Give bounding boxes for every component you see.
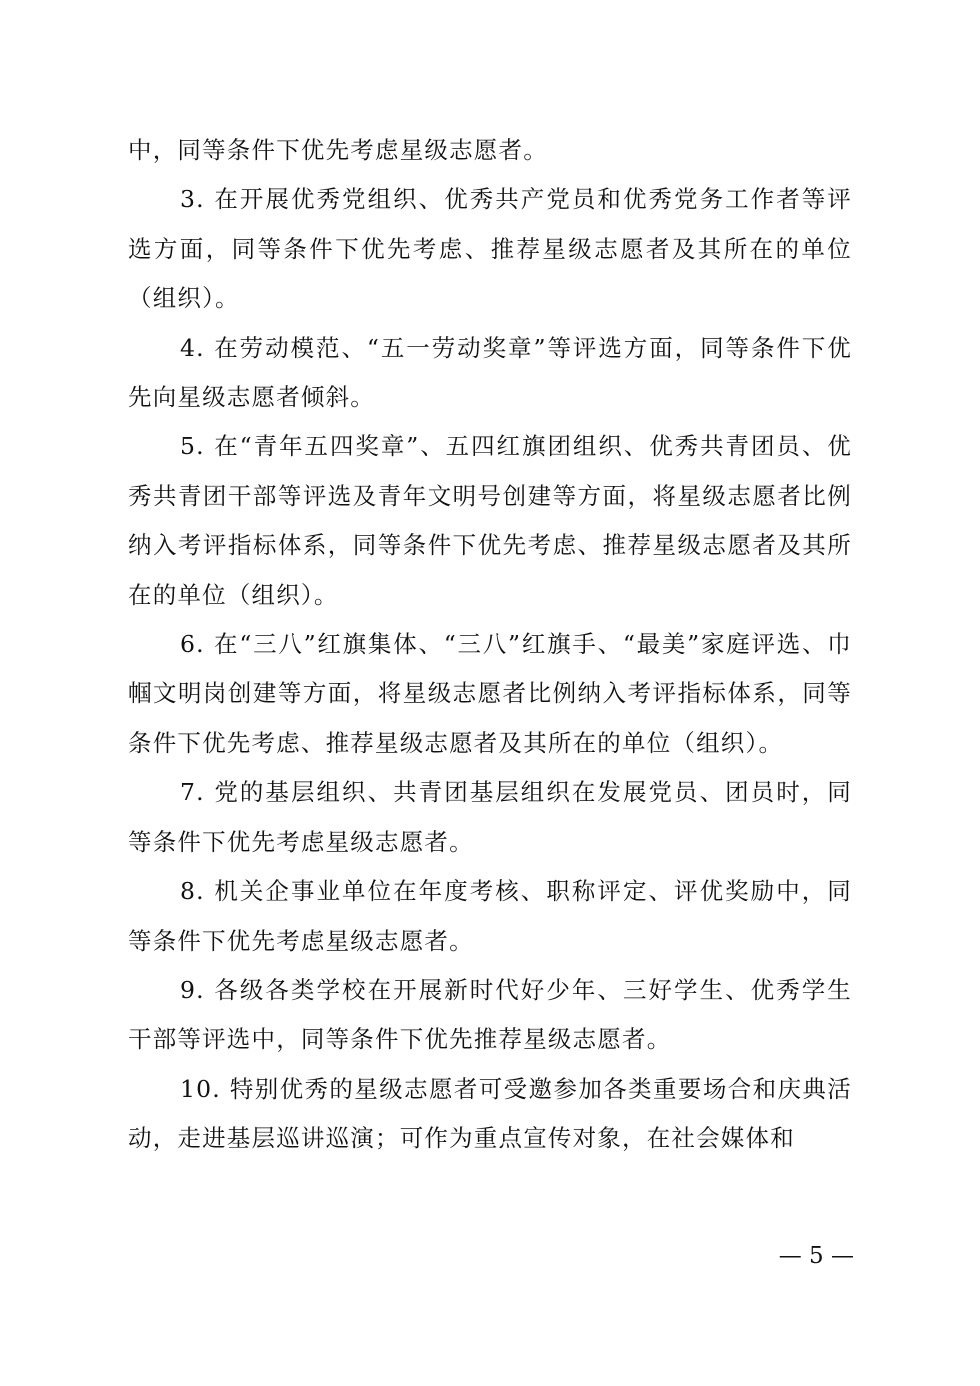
paragraph-item-5: 5. 在“青年五四奖章”、五四红旗团组织、优秀共青团员、优秀共青团干部等评选及青年文明号创建等方面，将星级志愿者比例纳入考评指标体系，同等条件下优先考虑、推荐星级志愿者及其所在的单位（组织）。 [128, 432, 852, 609]
document-body [128, 126, 852, 1164]
paragraph-item-7: 7. 党的基层组织、共青团基层组织在发展党员、团员时，同等条件下优先考虑星级志愿者。 [128, 778, 852, 856]
paragraph-item-8: 8. 机关企事业单位在年度考核、职称评定、评优奖励中，同等条件下优先考虑星级志愿者。 [128, 877, 852, 955]
paragraph-item-4: 4. 在劳动模范、“五一劳动奖章”等评选方面，同等条件下优先向星级志愿者倾斜。 [128, 333, 852, 412]
paragraph-item-9: 9. 各级各类学校在开展新时代好少年、三好学生、优秀学生干部等评选中，同等条件下优先推荐星级志愿者。 [128, 975, 852, 1054]
paragraph-continuation: 中，同等条件下优先考虑星级志愿者。 [128, 136, 548, 164]
page-number: — 5 — [778, 1243, 854, 1269]
paragraph-item-3: 3. 在开展优秀党组织、优秀共产党员和优秀党务工作者等评选方面，同等条件下优先考虑、推荐星级志愿者及其所在的单位（组织）。 [128, 185, 852, 313]
paragraph-item-10: 10. 特别优秀的星级志愿者可受邀参加各类重要场合和庆典活动，走进基层巡讲巡演；可作为重点宣传对象，在社会媒体和 [128, 1074, 852, 1153]
paragraph-item-6: 6. 在“三八”红旗集体、“三八”红旗手、“最美”家庭评选、巾帼文明岗创建等方面，将星级志愿者比例纳入考评指标体系，同等条件下优先考虑、推荐星级志愿者及其所在的单位（组织）。 [128, 630, 852, 757]
